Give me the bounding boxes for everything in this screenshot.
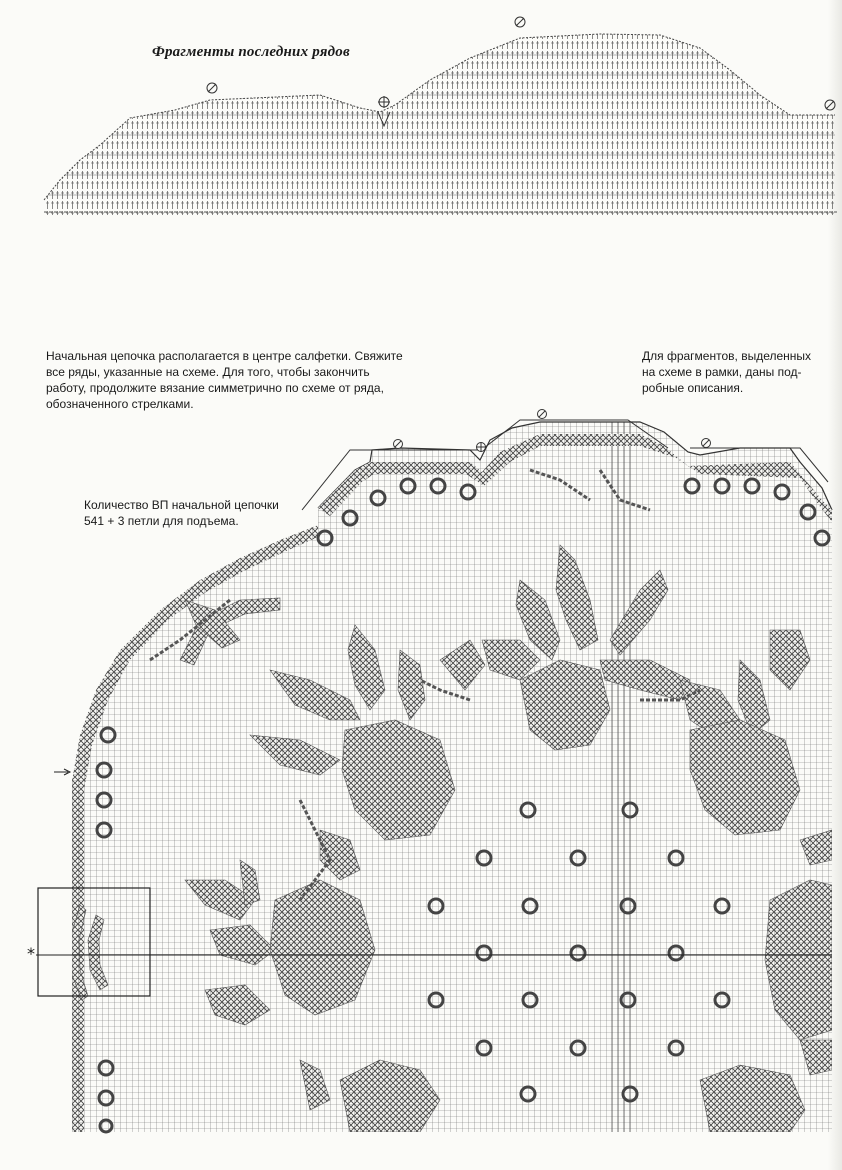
row-arrow-icon — [54, 769, 70, 775]
chain-line: 541 + 3 петли для подъема. — [84, 514, 239, 528]
note-line: Для фрагментов, выделенных — [642, 349, 812, 363]
no-symbol-icon — [207, 83, 217, 93]
intro-line: работу, продолжите вязание симметрично по схеме от ряда, — [46, 381, 384, 395]
page-title: Фрагменты последних рядов — [152, 44, 350, 60]
main-filet-chart — [36, 410, 835, 1136]
intro-line: Начальная цепочка располагается в центре салфетки. Свяжите — [46, 349, 403, 363]
no-symbol-icon — [825, 100, 835, 110]
center-cross-icon — [476, 442, 486, 452]
no-symbol-icon — [538, 410, 547, 419]
no-symbol-icon — [702, 439, 711, 448]
note-line: на схеме в рамки, даны под- — [642, 365, 802, 379]
star-marker: * — [27, 944, 35, 963]
note-line: робные описания. — [642, 381, 744, 395]
intro-line: все ряды, указанные на схеме. Для того, чтобы закончить — [46, 365, 370, 379]
no-symbol-icon — [394, 440, 403, 449]
top-fragment-chart — [40, 17, 840, 220]
chain-line: Количество ВП начальной цепочки — [84, 498, 279, 512]
no-symbol-icon — [515, 17, 525, 27]
intro-line: обозначенного стрелками. — [46, 397, 194, 411]
